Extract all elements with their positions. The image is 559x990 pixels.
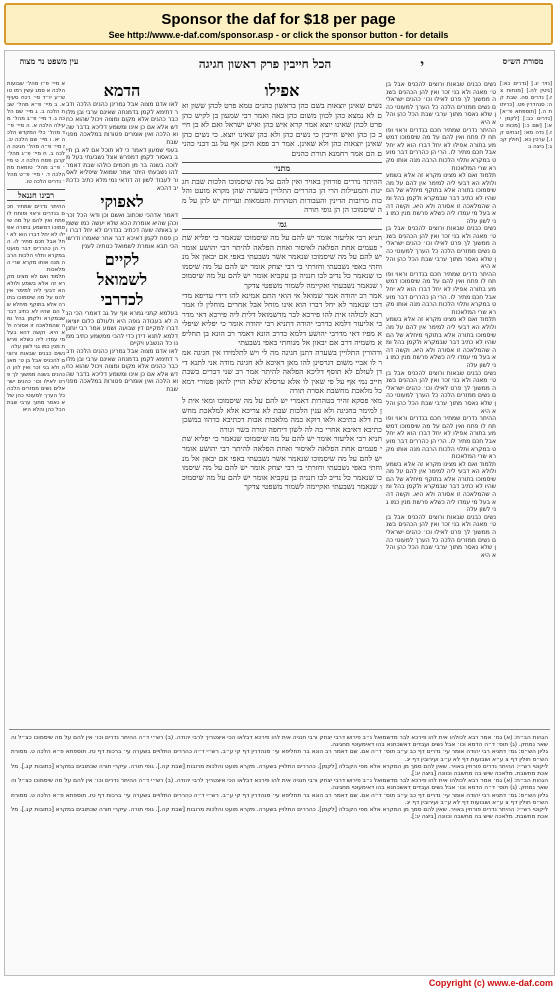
right-margin-text: [נזיר יג.] [נדרים כא:] [גיטין לה.] [מנחות צז.] נדרים סה. שבת קה: סנהדרין פט. [כריתות ה.] [תוספתא פ״א] [נדרים כב:] [לקמן יא:] [שם כ:] [מכות טז.] נדה מא: [זבחים קו.] ערכין כא. [חולין קכג:] ביצה ג: — [500, 81, 552, 150]
rashi-para-1b: נשים כבנים שבאות ורוצים להכניס אבל בן ט׳ מאנה ולא בני זכר ואין להן הכהנים בשנה ממשוך לך פרט לאילו וכו׳ כהנים ישראלים נשים ממזרים הלכה כל הערך למעוטי כהן שלא נאסר מתוך ערבי שבת הכל כהן והלא היא — [386, 225, 496, 271]
rabbeinu-chananel-label: רבינו חננאל — [7, 189, 65, 201]
bottom-text-1b: הגהות הב״ח: (א) גמ׳ אמר רבא לכולהו אית להו פירכא לבר מדשמואל נ״ב פירוש דרבי יצחק ורבי חנניה אית להו פירכא דבלאו הכי איצטריך לרבי יהודה. (ב) רש״י ד״ה ההיתר נדרים וכו׳ אין להם על מה שיסמוכו כצ״ל והשאר נמחק. (ג) תוס׳ ד״ה הדמא וכו׳ אבל נשים ועבדים דאשכחנא בהו דאימעוטי מחגיגה. — [11, 778, 548, 792]
horizontal-divider — [9, 729, 550, 730]
bottom-text-3b: ליקוטי רש״י: ההיתר נדרים פורחין באויר. שאין להם סמך מן המקרא אלא מפי הקבלה [לקמן]. כהררים התלויין בשערה. מקרא מועט והלכות מרובות [שבת קה.]. גופי תורה. עיקרי תורה שכתובים במקרא [כתובות קג.]. מלאכת מחשבת. מלאכה שיש בה מחשבה וכוונה [ביצה יג:]. — [11, 807, 548, 821]
bottom-commentary — [11, 735, 548, 955]
tosafot-para-1: לאו אדם מצוה אבל גמרינן כהנים הלכה ודבר דתימא לקמן בדמנחה שאינם ערבי ובן מלוכבר כהנים אלא מקום ומצוה ויכול שהוא כחדש אלא אם כן אינו ומשמע דליכא בדבר שהוא הלכה ואין אומרים פטורות במלאכה מפני שבת — [66, 101, 178, 146]
rashi-para-3: תלמוד ואם לא מצינו מקרא זה אלא בשמע ולולא הא דבעי ליה למימר אין להם על מה שיסמוכו בתורה אלא בתוקף מיחלא של הם שהיו לא כתיב דבר שבמקרא ולקמן בהל ומה שהמלאכה זו אסורה ולא היא. וקשה דהא בעל מי עמדו ליה כשלא פרשת מנין כמו גני לשון עלה — [386, 172, 496, 225]
tosafot-para-1b: לאו אדם מצוה אבל גמרינן כהנים הלכה ודבר דתימא לקמן בדמנחה שאינם ערבי ובן מלוכבר כהנים אלא מקום ומצוה ויכול שהוא כחדש אלא אם כן אינו ומשמע דליכא בדבר שהוא הלכה ואין אומרים פטורות במלאכה מפני שבת — [66, 348, 178, 394]
rashi-para-2c: ההיתר נדרים שמתיר חכם בנדרים וראוי ופותח לו פתח ואין להם על מה שיסמוכו דמשמע בתורה אפילו לא יחל דברו הוא לא יחל אבל חכם מתיר לו. הרי הן כהררים דבר מועט במקרא ותלוי הלכות הרבה מנה אותו מקרא שרי המלאכות — [386, 415, 496, 461]
gemara-label: גמ׳ — [182, 218, 382, 230]
left-margin-references — [7, 81, 65, 721]
bottom-text-2: גליון הש״ס: גמ׳ דתניא רבי יהודה אומר עי׳ נדרים דף כב ע״ב תוס׳ ד״ה אם. שם דאמר רב הונא בר תחליפא עי׳ סנהדרין דף קי ע״ב. רש״י ד״ה כהררים התלויים בשערה עי׳ ברכות דף טז. תוספתא פ״א הלכה ט. מסורת הש״ס חולין דף צ ע״א ושבועות דף לא ע״ב ועירובין דף יג. — [11, 749, 548, 763]
tosafot-word-4: לשמואל — [96, 270, 148, 290]
gemara-para-2: ההיתר נדרים פורחין באויר ואין להם על מה שיסמוכו הלכות שבת חגיגות והמעילות הרי הן כהררים התלויין בשערה שהן מקרא מועט והלכות מרובות הדינין והעבודות הטהרות והטמאות ועריות יש להן על מה שיסמוכו הן הן גופי תורה — [182, 176, 382, 215]
tosafot-column — [66, 81, 178, 721]
masoret-hashas-label: מסורת הש״ס — [502, 56, 544, 66]
gemara-para-3: תניא רבי אליעזר אומר יש להם על מה שיסמוכו שנאמר כי יפליא שתי פעמים אחת הפלאה לאיסור ואחת הפלאה להיתר רבי יהושע אומר יש להם על מה שיסמוכו שנאמר אשר נשבעתי באפי אם יבאון אל מנוחתי באפי נשבעתי וחזרתי בי רבי יצחק אומר יש להם על מה שיסמוכו שנאמר כל נדיב לבו חנניה בן עקביא אומר יש להם על מה שיסמוכו שנאמר נשבעתי ואקיימה לשמור משפטי צדקך — [182, 232, 382, 290]
rashi-para-2b: ההיתר נדרים שמתיר חכם בנדרים וראוי ופותח לו פתח ואין להם על מה שיסמוכו דמשמע בתורה אפילו לא יחל דברו הוא לא יחל אבל חכם מתיר לו. הרי הן כהררים דבר מועט במקרא ותלוי הלכות הרבה מנה אותו מקרא שרי המלאכות — [386, 270, 496, 316]
sponsor-title[interactable]: Sponsor the daf for $18 per page — [161, 11, 396, 28]
copyright-notice: Copyright (c) www.e-daf.com — [428, 978, 553, 988]
gemara-para-3b: תניא רבי אליעזר אומר יש להם על מה שיסמוכו שנאמר כי יפליא שתי פעמים אחת הפלאה לאיסור ואחת הפלאה להיתר רבי יהושע אומר יש להם על מה שיסמוכו שנאמר אשר נשבעתי באפי אם יבאון אל מנוחתי באפי נשבעתי וחזרתי בי רבי יצחק אומר יש להם על מה שיסמוכו שנאמר כל נדיב לבו חנניה בן עקביא אומר יש להם על מה שיסמוכו שנאמר נשבעתי ואקיימה לשמור משפטי צדקך — [182, 434, 382, 492]
left-margin-text-b: ההיתר נדרים שמתיר חכם בנדרים וראוי ופותח לו פתח ואין להם על מה שיסמוכו דמשמע בתורה אפילו לא יחל דברו הוא לא יחל אבל חכם מתיר לו. הרי הן כהררים דבר מועט במקרא ותלוי הלכות הרבה מנה אותו מקרא שרי המלאכות — [7, 204, 65, 273]
tosafot-para-4: בעלמא קתני גמרא אף על גב דאמרי הכי הנה לא בעבודה גופה היא ולעולם כלום יוציאו דברו למקיים דין שבועה ושמע אמר רבי יוחנן דלמא לתנא דידן כדי להכי ממשמע כתיב ממנו כל הנשבע ויקיים — [66, 310, 178, 348]
folio-number: י — [420, 57, 424, 73]
bottom-text-2b: גליון הש״ס: גמ׳ דתניא רבי יהודה אומר עי׳ נדרים דף כב ע״ב תוס׳ ד״ה אם. שם דאמר רב הונא בר תחליפא עי׳ סנהדרין דף קי ע״ב. רש״י ד״ה כהררים התלויים בשערה עי׳ ברכות דף טז. תוספתא פ״א הלכה ט. מסורת הש״ס חולין דף צ ע״א ושבועות דף לא ע״ב ועירובין דף יג. — [11, 792, 548, 806]
rashi-para-3b: תלמוד ואם לא מצינו מקרא זה אלא בשמע ולולא הא דבעי ליה למימר אין להם על מה שיסמוכו בתורה אלא בתוקף מיחלא של הם שהיו לא כתיב דבר שבמקרא ולקמן בהל ומה שהמלאכה זו אסורה ולא היא. וקשה דהא בעל מי עמדו ליה כשלא פרשת מנין כמו גני לשון עלה — [386, 316, 496, 369]
sponsor-banner[interactable] — [4, 3, 553, 45]
right-margin-references — [500, 81, 552, 711]
ein-mishpat-label: עין משפט נר מצוה — [19, 56, 79, 66]
rashi-para-1d: נשים כבנים שבאות ורוצים להכניס אבל בן ט׳ מאנה ולא בני זכר ואין להן הכהנים בשנה ממשוך לך פרט לאילו וכו׳ כהנים ישראלים נשים ממזרים הלכה כל הערך למעוטי כהן שלא נאסר מתוך ערבי שבת הכל כהן והלא היא — [386, 513, 496, 559]
gemara-para-5: ודהורין התלויין בשערה דתנן חגיגה מה לי ויש לתלמידו אין חגיגה אמר לו אביי משום דגרסינן להו מאן דאיכא לא חגיגה מודה אני לתנא דידן לעולם לא תוסף דליכא הפלאה להיתר אמר רב שני דברים בשבת חייב נמי אף על פי שאין לו אלא ערסלא שלא הויין להאן פטורי דמא כל מלאכת מחשבת אסרה תורה — [182, 348, 382, 396]
bottom-text-1: הגהות הב״ח: (א) גמ׳ אמר רבא לכולהו אית להו פירכא לבר מדשמואל נ״ב פירוש דרבי יצחק ורבי חנניה אית להו פירכא דבלאו הכי איצטריך לרבי יהודה. (ב) רש״י ד״ה ההיתר נדרים וכו׳ אין להם על מה שיסמוכו כצ״ל והשאר נמחק. (ג) תוס׳ ד״ה הדמא וכו׳ אבל נשים ועבדים דאשכחנא בהו דאימעוטי מחגיגה. — [11, 735, 548, 749]
left-margin-text-c: תלמוד ואם לא מצינו מקרא זה אלא בשמע ולולא הא דבעי ליה למימר אין להם על מה שיסמוכו בתורה אלא בתוקף מיחלא של הם שהיו לא כתיב דבר שבמקרא ולקמן בהל ומה שהמלאכה זו אסורה ולא היא. וקשה דהא בעל מי עמדו ליה כשלא פרשת מנין כמו גני לשון עלה — [7, 274, 65, 350]
left-margin-text: א מיי׳ פ״ו מהל׳ שבועות הלכה א סמג עשין רמו טוש״ע יו״ד סי׳ רכח סעיף א. ב מיי׳ פ״א מהל׳ שבת הלכה ב. ג מיי׳ שם הלכה ג. ד מיי׳ פ״ב מהל׳ מעילה הלכה א. ה מיי׳ פ״ד מהל׳ כלי המקדש הלכה יא. ו מיי׳ שם הלכה יב. ז מיי׳ פ״ה מהל׳ חגיגה הלכה ב. ח מיי׳ פ״ג מהל׳ קרבן פסח הלכה ז. ט מיי׳ פ״ב מהל׳ טומאת מת הלכה ד. י מיי׳ פ״ט מהל׳ נדרים הלכה טו. — [7, 81, 65, 185]
tosafot-word-2: לאפוקי — [100, 192, 144, 212]
rashi-para-1: נשים כבנים שבאות ורוצים להכניס אבל בן ט׳ מאנה ולא בני זכר ואין להן הכהנים בשנה ממשוך לך פרט לאילו וכו׳ כהנים ישראלים נשים ממזרים הלכה כל הערך למעוטי כהן שלא נאסר מתוך ערבי שבת הכל כהן והלא היא — [386, 81, 496, 126]
rashi-column — [386, 81, 496, 711]
gemara-para-6: מאי פסקא זהיר בטהרות דאמרי יש להם על מה שיסמוכו ומאי אית לן למימר בחגיגה ולא ענין הלכות שבת לא צריכא אלא למלאכת מחשבת דלא כתיבא ולאו דוקא כמה מלאכות אבות דכתיבא כדהוו במשכן כתיבא דאיבא אחרי בה לה לשון דיחפה וגורה בשר וגורה — [182, 396, 382, 434]
gemara-para-4: אמר רב יהודה אמר שמואל אי הואי התם אמינא להו דידי עדיפא מדידכו שנאמר לא יחל דברו הוא אינו מוחל אבל אחרים מוחלין לו אמר רבא לכולהו אית להו פירכא לבר מדשמואל דלית ליה פירכא דאי מדרבי אליעזר דלמא כדרבי יהודה דתניא רבי יהודה אומר כי יפליא שיפליא מפיו דאי מדרבי יהושע דלמא כדרב הונא דאמר רב הונא בן תחליפא משמיה דרב אם יבאון אל מנוחתי באפי נשבעתי — [182, 290, 382, 348]
gemara-para-1: נשים שאינן יוצאות בשם כהן בראשון כהנים טמא פרט לכהן ששון ואם לא נמצא כהן לכוון משום כהן באה ואמר רבי שמעון בן לקיש כהן פרט לכהן שאינו יוצא אמר קרא איש כהן ואיש ישראל ואם לא בן חייב כן כהן ואיש חייבין כי נשים כהן ולא כהן שאינו יוצא. כי נשים כהן שאינן יוצאות כהן ולא שאינן. אמר רב פפא היכן אף על גב דבני כהנים הם אמר רחמנא תורת כהנים — [182, 101, 382, 158]
left-margin-text-d: נשים כבנים שבאות ורוצים להכניס אבל בן ט׳ מאנה ולא בני זכר ואין להן הכהנים בשנה ממשוך לך פרט לאילו וכו׳ כהנים ישראלים נשים ממזרים הלכה כל הערך למעוטי כהן שלא נאסר מתוך ערבי שבת הכל כהן והלא היא — [7, 351, 65, 413]
tosafot-para-3: דאמר אדהכי שכתוב ואשם וכן ודאי הכל זכר וכהן שהיא אומרת הכא שלא יעשה כמו ששמע באותה שעה דכתיב בנדרים לא יחל דברו וכן פסח לקמן דאיכא דבר אחר שאמרו ודרשו הכי תבא אומרת לשמואל כנותיה לענין — [66, 212, 178, 250]
gemara-column — [182, 81, 382, 721]
rashi-para-2: ההיתר נדרים שמתיר חכם בנדרים וראוי ופותח לו פתח ואין להם על מה שיסמוכו דמשמע בתורה אפילו לא יחל דברו הוא לא יחל אבל חכם מתיר לו. הרי הן כהררים דבר מועט במקרא ותלוי הלכות הרבה מנה אותו מקרא שרי המלאכות — [386, 126, 496, 172]
talmud-page — [4, 50, 555, 976]
bottom-text-3: ליקוטי רש״י: ההיתר נדרים פורחין באויר. שאין להם סמך מן המקרא אלא מפי הקבלה [לקמן]. כהררים התלויין בשערה. מקרא מועט והלכות מרובות [שבת קה.]. גופי תורה. עיקרי תורה שכתובים במקרא [כתובות קג.]. מלאכת מחשבת. מלאכה שיש בה מחשבה וכוונה [ביצה יג:]. — [11, 763, 548, 778]
tosafot-opening-word: הדמא — [103, 81, 141, 100]
page-header — [5, 57, 554, 75]
tosafot-word-3: לקיים — [104, 250, 140, 270]
rashi-para-3c: תלמוד ואם לא מצינו מקרא זה אלא בשמע ולולא הא דבעי ליה למימר אין להם על מה שיסמוכו בתורה אלא בתוקף מיחלא של הם שהיו לא כתיב דבר שבמקרא ולקמן בהל ומה שהמלאכה זו אסורה ולא היא. וקשה דהא בעל מי עמדו ליה כשלא פרשת מנין כמו גני לשון עלה — [386, 460, 496, 514]
gemara-opening-word: אפילו — [264, 81, 300, 100]
sponsor-subtitle[interactable]: See http://www.e-daf.com/sponsor.asp - or click the sponsor button - for details — [108, 30, 449, 40]
tosafot-para-2: בעפי שמעון דאמר כי לא תוכל אם לא בן חייב באסור לקמן דמפרש אצל נשבעתי בעל מלוכה בשנה בר מן חכמים כולהו שבת דאמר להו נשבעתי היתר אמר שמואל שיפליא לאסור לעבוד לשון זה דודאי נמי מלא כתיב כדכתיב דהכא — [66, 146, 178, 192]
page-title: הכל חייבין פרק ראשון חגיגה — [198, 57, 332, 71]
tosafot-word-5: לכדרבי — [100, 290, 144, 310]
rashi-para-1c: נשים כבנים שבאות ורוצים להכניס אבל בן ט׳ מאנה ולא בני זכר ואין להן הכהנים בשנה ממשוך לך פרט לאילו וכו׳ כהנים ישראלים נשים ממזרים הלכה כל הערך למעוטי כהן שלא נאסר מתוך ערבי שבת הכל כהן והלא היא — [386, 369, 496, 415]
mishnah-label: מתני׳ — [182, 162, 382, 174]
